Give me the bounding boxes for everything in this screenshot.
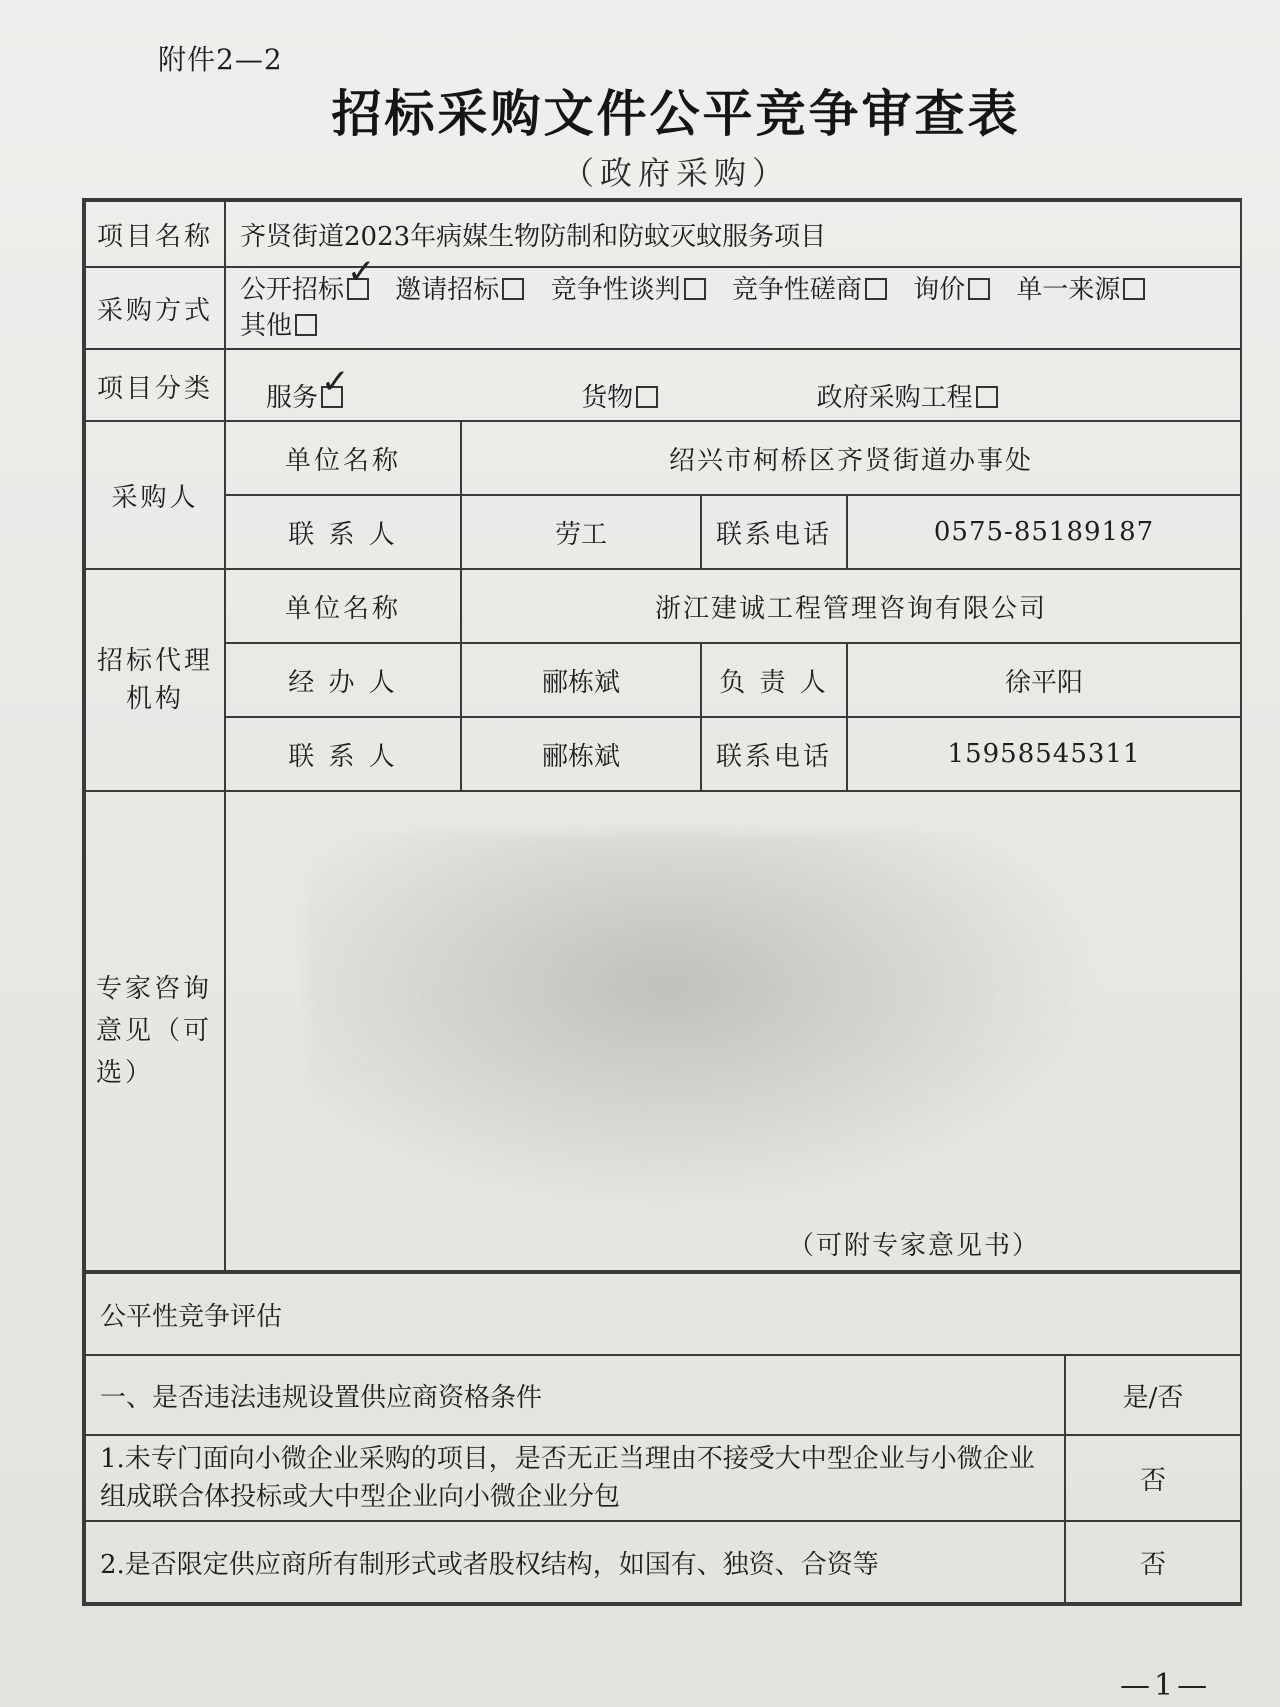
expert-label: 专家咨询意见（可选） [85, 791, 225, 1271]
expert-opinion-box [226, 792, 1240, 1270]
row-section-1 [85, 1355, 1241, 1435]
checkbox-service[interactable] [321, 362, 350, 408]
agency-handler-label: 经 办 人 [225, 643, 461, 717]
agency-principal-label: 负 责 人 [701, 643, 847, 717]
row-purchaser-contact [85, 495, 1241, 569]
info-table [84, 200, 1242, 1272]
item-2-answer[interactable]: 否 [1065, 1521, 1241, 1603]
yes-no-header: 是/否 [1065, 1355, 1241, 1435]
checkbox-other[interactable] [295, 314, 317, 336]
expert-note: （可附专家意见书） [788, 1231, 1041, 1261]
item-2-text: 2.是否限定供应商所有制形式或者股权结构，如国有、独资、合资等 [85, 1521, 1065, 1603]
agency-label: 招标代理机构 [85, 569, 225, 791]
attachment-label: 附件2—2 [158, 43, 283, 76]
row-purchaser-unit [85, 421, 1241, 495]
purchaser-unit-label: 单位名称 [225, 421, 461, 495]
purchaser-phone-label: 联系电话 [701, 495, 847, 569]
document-subtitle: （政府采购） [561, 154, 790, 192]
expert-opinion-area[interactable] [225, 791, 1241, 1271]
checkbox-goods[interactable] [636, 386, 658, 408]
option-open-tender[interactable]: 公开招标 ✓ [240, 252, 376, 305]
option-invited-tender[interactable]: 邀请招标 [395, 272, 524, 308]
agency-phone-value: 15958545311 [847, 717, 1241, 791]
agency-phone-label: 联系电话 [701, 717, 847, 791]
option-goods[interactable]: 货物 [581, 377, 658, 414]
row-expert-opinion [85, 791, 1241, 1271]
checkbox-invited-tender[interactable] [502, 278, 524, 300]
row-project-name [85, 201, 1241, 267]
row-item-2 [85, 1521, 1241, 1603]
checkbox-open-tender[interactable] [347, 252, 376, 300]
option-gov-engineering[interactable]: 政府采购工程 [817, 377, 998, 414]
category-options [225, 349, 1241, 421]
purchaser-contact-value: 劳工 [461, 495, 701, 569]
blurred-content [306, 832, 1106, 1212]
category-label: 项目分类 [85, 349, 225, 421]
procurement-method-label: 采购方式 [85, 267, 225, 349]
agency-unit-value: 浙江建诚工程管理咨询有限公司 [461, 569, 1241, 643]
checkbox-competitive-negotiation[interactable] [684, 278, 706, 300]
row-agency-unit [85, 569, 1241, 643]
agency-handler-value: 郦栋斌 [461, 643, 701, 717]
option-competitive-consultation[interactable]: 竞争性磋商 [732, 272, 887, 308]
project-name-label: 项目名称 [85, 201, 225, 267]
document-title: 招标采购文件公平竞争审查表 [331, 84, 1021, 143]
checkbox-competitive-consultation[interactable] [865, 278, 887, 300]
agency-contact-label: 联 系 人 [225, 717, 461, 791]
section-1-title: 一、是否违法违规设置供应商资格条件 [85, 1355, 1065, 1435]
checkbox-inquiry[interactable] [968, 278, 990, 300]
purchaser-phone-value: 0575-85189187 [847, 495, 1241, 569]
option-competitive-negotiation[interactable]: 竞争性谈判 [551, 272, 706, 308]
row-category [85, 349, 1241, 421]
review-form [82, 198, 1242, 1606]
option-other[interactable]: 其他 [240, 308, 317, 344]
item-1-answer[interactable]: 否 [1065, 1435, 1241, 1521]
agency-contact-value: 郦栋斌 [461, 717, 701, 791]
purchaser-unit-value: 绍兴市柯桥区齐贤街道办事处 [461, 421, 1241, 495]
option-single-source[interactable]: 单一来源 [1016, 272, 1145, 308]
project-name-value: 齐贤街道2023年病媒生物防制和防蚊灭蚊服务项目 [225, 201, 1241, 267]
row-agency-contact [85, 717, 1241, 791]
checkmark-icon: ✓ [347, 252, 376, 292]
purchaser-contact-label: 联 系 人 [225, 495, 461, 569]
checkbox-gov-engineering[interactable] [976, 386, 998, 408]
row-agency-handler [85, 643, 1241, 717]
checkmark-icon: ✓ [321, 362, 350, 402]
option-service[interactable]: 服务 ✓ [266, 362, 350, 413]
page-number: —1— [1120, 1668, 1212, 1703]
evaluation-table [84, 1272, 1242, 1604]
purchaser-label: 采购人 [85, 421, 225, 569]
procurement-method-options [225, 252, 1241, 349]
row-item-1 [85, 1435, 1241, 1521]
agency-principal-value: 徐平阳 [847, 643, 1241, 717]
row-evaluation-title [85, 1273, 1241, 1355]
evaluation-title: 公平性竞争评估 [85, 1273, 1241, 1355]
checkbox-single-source[interactable] [1123, 278, 1145, 300]
agency-unit-label: 单位名称 [225, 569, 461, 643]
option-inquiry[interactable]: 询价 [913, 272, 990, 308]
item-1-text: 1.未专门面向小微企业采购的项目，是否无正当理由不接受大中型企业与小微企业组成联合体投标或大中型企业向小微企业分包 [85, 1435, 1065, 1521]
row-procurement-method [85, 267, 1241, 349]
